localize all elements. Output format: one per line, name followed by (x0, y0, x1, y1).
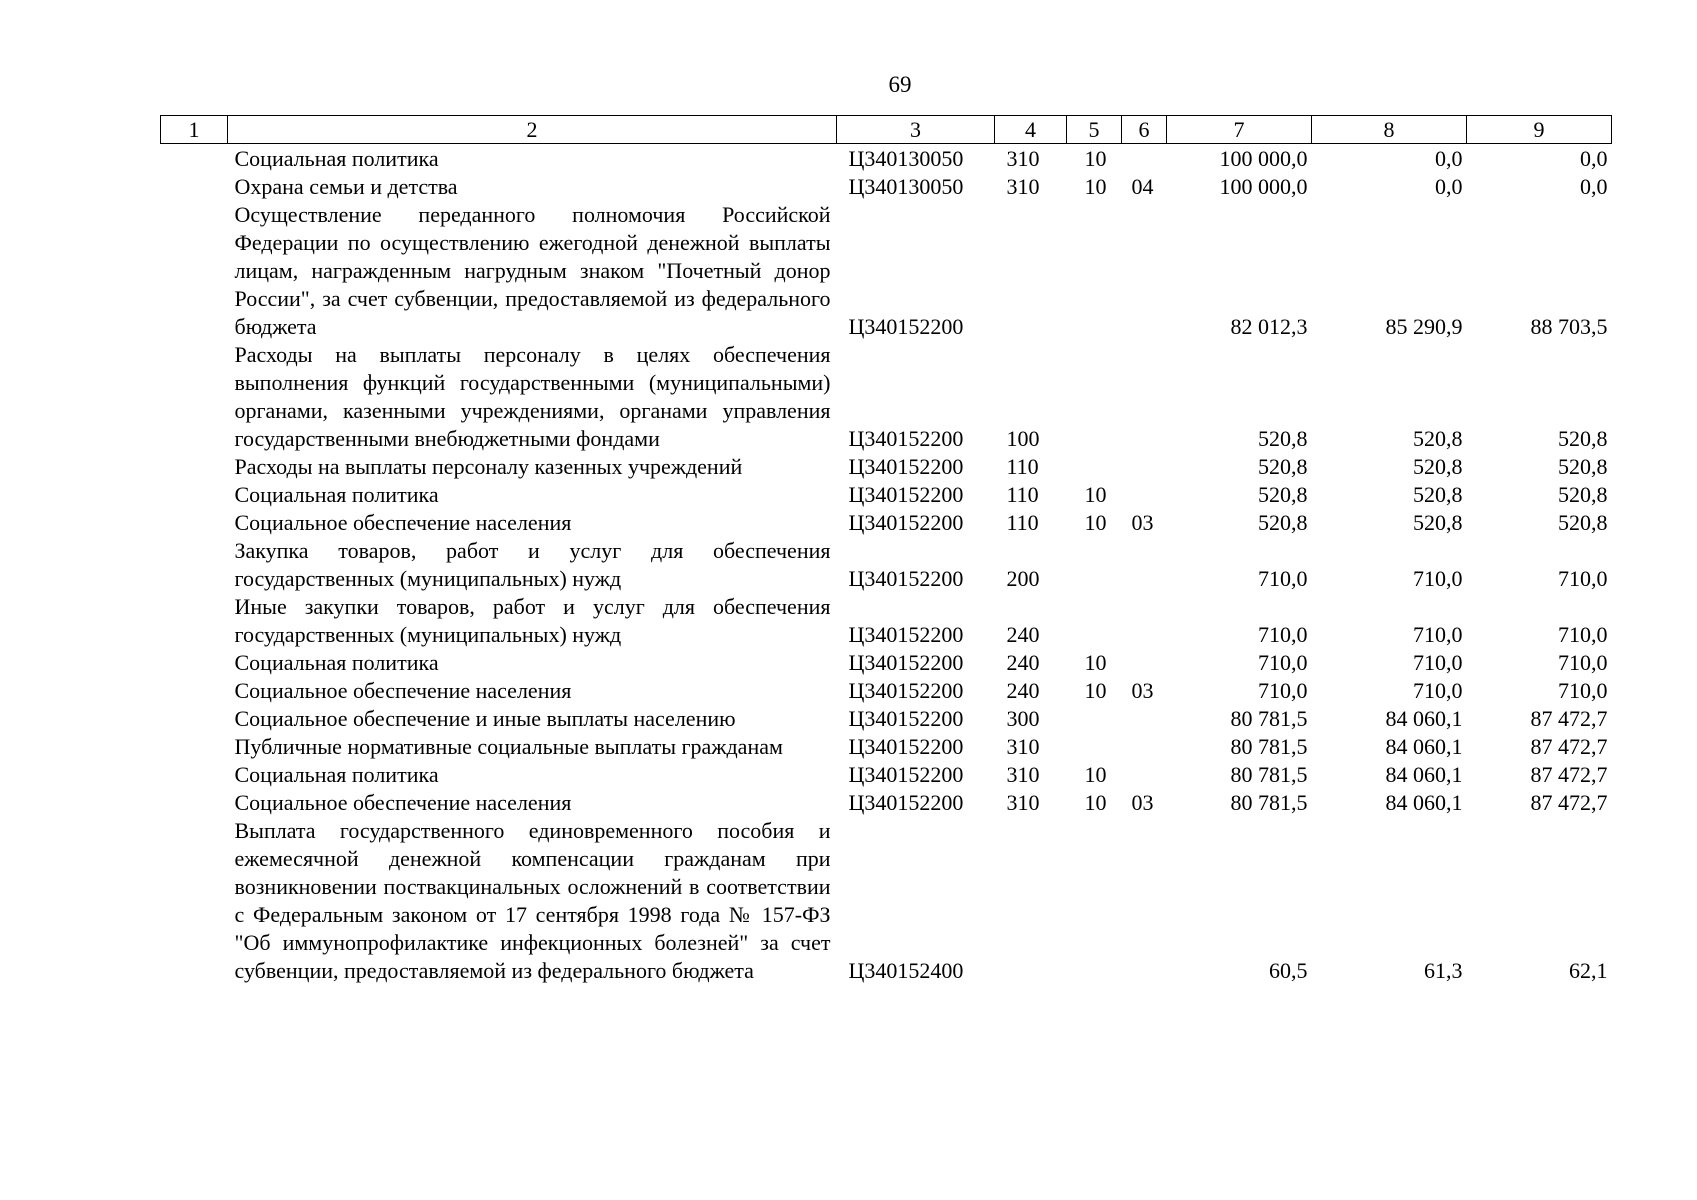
table-row (161, 817, 1612, 985)
section-cell (1067, 537, 1122, 593)
amount-col7-cell: 520,8 (1258, 454, 1308, 479)
expense-type-cell: 310 (1006, 174, 1040, 199)
target-article-cell: Ц340152400 (848, 958, 964, 983)
amount-col8-cell: 710,0 (1413, 566, 1463, 591)
amount-col7-cell: 710,0 (1258, 678, 1308, 703)
header-cell: 2 (228, 116, 837, 144)
target-article-cell: Ц340152200 (848, 706, 964, 731)
row-number-cell (161, 593, 228, 649)
table-row (161, 173, 1612, 201)
header-cell: 9 (1467, 116, 1612, 144)
row-number-cell (161, 761, 228, 789)
section-cell: 10 (1084, 174, 1107, 199)
target-article-cell: Ц340152200 (848, 426, 964, 451)
amount-col7-cell: 100 000,0 (1219, 174, 1308, 199)
amount-col9-cell: 710,0 (1558, 678, 1608, 703)
target-article-cell: Ц340152200 (848, 734, 964, 759)
amount-col7-cell: 520,8 (1258, 426, 1308, 451)
section-cell: 10 (1084, 678, 1107, 703)
amount-col9-cell: 87 472,7 (1530, 734, 1608, 759)
row-number-cell (161, 173, 228, 201)
amount-col9-cell: 0,0 (1580, 174, 1608, 199)
amount-col7-cell: 710,0 (1258, 622, 1308, 647)
target-article-cell: Ц340152200 (848, 314, 964, 339)
amount-col8-cell: 84 060,1 (1385, 790, 1463, 815)
row-description-cell: Расходы на выплаты персоналу в целях обеспечения выполнения функций государственными (муниципальными) органами, казенными учреждениями, органами управления государственными внебюджетными фондами (234, 342, 831, 451)
row-number-cell (161, 789, 228, 817)
target-article-cell: Ц340130050 (848, 174, 964, 199)
subsection-cell (1122, 761, 1167, 789)
amount-col9-cell: 87 472,7 (1530, 762, 1608, 787)
table-row (161, 453, 1612, 481)
subsection-cell (1122, 817, 1167, 985)
amount-col9-cell: 62,1 (1569, 958, 1608, 983)
row-description-cell: Расходы на выплаты персоналу казенных учреждений (234, 454, 743, 479)
amount-col9-cell: 88 703,5 (1530, 314, 1608, 339)
expense-type-cell (995, 817, 1067, 985)
header-cell: 3 (837, 116, 995, 144)
row-number-cell (161, 509, 228, 537)
amount-col7-cell: 82 012,3 (1230, 314, 1308, 339)
amount-col9-cell: 520,8 (1558, 426, 1608, 451)
table-row (161, 761, 1612, 789)
amount-col8-cell: 0,0 (1435, 174, 1463, 199)
target-article-cell: Ц340152200 (848, 678, 964, 703)
amount-col8-cell: 85 290,9 (1385, 314, 1463, 339)
section-cell: 10 (1084, 146, 1107, 171)
amount-col9-cell: 710,0 (1558, 622, 1608, 647)
row-number-cell (161, 649, 228, 677)
subsection-cell (1122, 453, 1167, 481)
expense-type-cell: 310 (1006, 790, 1040, 815)
subsection-cell: 04 (1131, 174, 1154, 199)
subsection-cell (1122, 733, 1167, 761)
amount-col8-cell: 520,8 (1413, 482, 1463, 507)
amount-col8-cell: 520,8 (1413, 510, 1463, 535)
row-description-cell: Социальное обеспечение населения (234, 510, 572, 535)
section-cell: 10 (1084, 790, 1107, 815)
amount-col7-cell: 100 000,0 (1219, 146, 1308, 171)
row-number-cell (161, 705, 228, 733)
section-cell (1067, 341, 1122, 453)
header-cell: 1 (161, 116, 228, 144)
amount-col9-cell: 87 472,7 (1530, 706, 1608, 731)
amount-col7-cell: 520,8 (1258, 482, 1308, 507)
amount-col8-cell: 520,8 (1413, 454, 1463, 479)
amount-col8-cell: 710,0 (1413, 678, 1463, 703)
expense-type-cell: 310 (1006, 734, 1040, 759)
table-row (161, 677, 1612, 705)
amount-col9-cell: 520,8 (1558, 482, 1608, 507)
target-article-cell: Ц340152200 (848, 482, 964, 507)
row-description-cell: Социальное обеспечение населения (234, 678, 572, 703)
table-row (161, 481, 1612, 509)
subsection-cell (1122, 201, 1167, 341)
row-number-cell (161, 201, 228, 341)
subsection-cell: 03 (1131, 790, 1154, 815)
row-number-cell (161, 537, 228, 593)
row-number-cell (161, 481, 228, 509)
subsection-cell (1122, 537, 1167, 593)
expense-type-cell: 240 (1006, 622, 1040, 647)
row-number-cell (161, 677, 228, 705)
header-cell: 4 (995, 116, 1067, 144)
budget-table (160, 115, 1612, 985)
row-number-cell (161, 341, 228, 453)
header-cell: 5 (1067, 116, 1122, 144)
header-cell: 6 (1122, 116, 1167, 144)
section-cell: 10 (1084, 482, 1107, 507)
section-cell (1067, 453, 1122, 481)
section-cell: 10 (1084, 510, 1107, 535)
table-row (161, 144, 1612, 174)
expense-type-cell: 310 (1006, 146, 1040, 171)
row-description-cell: Социальное обеспечение населения (234, 790, 572, 815)
subsection-cell (1122, 144, 1167, 174)
amount-col7-cell: 80 781,5 (1230, 762, 1308, 787)
amount-col8-cell: 84 060,1 (1385, 706, 1463, 731)
row-description-cell: Охрана семьи и детства (234, 174, 458, 199)
amount-col8-cell: 710,0 (1413, 622, 1463, 647)
target-article-cell: Ц340130050 (848, 146, 964, 171)
expense-type-cell: 110 (1006, 510, 1039, 535)
amount-col8-cell: 520,8 (1413, 426, 1463, 451)
expense-type-cell: 240 (1006, 650, 1040, 675)
table-row (161, 733, 1612, 761)
table-row (161, 537, 1612, 593)
header-cell: 7 (1167, 116, 1312, 144)
amount-col8-cell: 84 060,1 (1385, 762, 1463, 787)
subsection-cell (1122, 649, 1167, 677)
amount-col9-cell: 710,0 (1558, 566, 1608, 591)
amount-col7-cell: 80 781,5 (1230, 734, 1308, 759)
expense-type-cell (995, 201, 1067, 341)
expense-type-cell: 110 (1006, 454, 1039, 479)
table-row (161, 341, 1612, 453)
amount-col9-cell: 520,8 (1558, 454, 1608, 479)
amount-col8-cell: 84 060,1 (1385, 734, 1463, 759)
page-number: 69 (888, 72, 912, 97)
amount-col8-cell: 0,0 (1435, 146, 1463, 171)
row-description-cell: Выплата государственного единовременного пособия и ежемесячной денежной компенсации гражданам при возникновении поствакцинальных осложнений в соответствии с Федеральным законом от 17 сентября 1998 года № 157-ФЗ "Об иммунопрофилактике инфекционных болезней" за счет субвенции, предоставляемой из федерального бюджета (234, 818, 831, 983)
target-article-cell: Ц340152200 (848, 510, 964, 535)
expense-type-cell: 310 (1006, 762, 1040, 787)
table-row (161, 789, 1612, 817)
header-row (161, 116, 1612, 144)
amount-col8-cell: 61,3 (1424, 958, 1463, 983)
amount-col9-cell: 710,0 (1558, 650, 1608, 675)
subsection-cell: 03 (1131, 678, 1154, 703)
amount-col7-cell: 60,5 (1269, 958, 1308, 983)
subsection-cell (1122, 705, 1167, 733)
amount-col8-cell: 710,0 (1413, 650, 1463, 675)
table-row (161, 509, 1612, 537)
amount-col7-cell: 80 781,5 (1230, 790, 1308, 815)
target-article-cell: Ц340152200 (848, 790, 964, 815)
amount-col9-cell: 520,8 (1558, 510, 1608, 535)
row-number-cell (161, 817, 228, 985)
target-article-cell: Ц340152200 (848, 622, 964, 647)
row-description-cell: Социальная политика (234, 146, 439, 171)
target-article-cell: Ц340152200 (848, 454, 964, 479)
amount-col7-cell: 520,8 (1258, 510, 1308, 535)
row-number-cell (161, 733, 228, 761)
row-description-cell: Осуществление переданного полномочия Российской Федерации по осуществлению ежегодной денежной выплаты лицам, награжденным нагрудным знаком "Почетный донор России", за счет субвенции, предоставляемой из федерального бюджета (234, 202, 831, 339)
table-row (161, 201, 1612, 341)
subsection-cell: 03 (1131, 510, 1154, 535)
table-body (161, 144, 1612, 986)
section-cell (1067, 733, 1122, 761)
row-description-cell: Социальное обеспечение и иные выплаты населению (234, 706, 736, 731)
target-article-cell: Ц340152200 (848, 650, 964, 675)
row-number-cell (161, 453, 228, 481)
subsection-cell (1122, 341, 1167, 453)
row-description-cell: Закупка товаров, работ и услуг для обеспечения государственных (муниципальных) нужд (234, 538, 831, 591)
header-cell: 8 (1312, 116, 1467, 144)
row-description-cell: Иные закупки товаров, работ и услуг для обеспечения государственных (муниципальных) нужд (234, 594, 831, 647)
section-cell: 10 (1084, 650, 1107, 675)
table-header (161, 116, 1612, 144)
table-row (161, 649, 1612, 677)
amount-col7-cell: 710,0 (1258, 650, 1308, 675)
row-description-cell: Социальная политика (234, 650, 439, 675)
section-cell (1067, 201, 1122, 341)
row-description-cell: Публичные нормативные социальные выплаты гражданам (234, 734, 783, 759)
expense-type-cell: 300 (1006, 706, 1040, 731)
row-number-cell (161, 144, 228, 174)
amount-col9-cell: 0,0 (1580, 146, 1608, 171)
section-cell: 10 (1084, 762, 1107, 787)
amount-col7-cell: 710,0 (1258, 566, 1308, 591)
expense-type-cell: 100 (1006, 426, 1040, 451)
section-cell (1067, 817, 1122, 985)
table-row (161, 593, 1612, 649)
section-cell (1067, 705, 1122, 733)
expense-type-cell: 240 (1006, 678, 1040, 703)
section-cell (1067, 593, 1122, 649)
table-row (161, 705, 1612, 733)
subsection-cell (1122, 593, 1167, 649)
expense-type-cell: 110 (1006, 482, 1039, 507)
row-description-cell: Социальная политика (234, 762, 439, 787)
target-article-cell: Ц340152200 (848, 762, 964, 787)
expense-type-cell: 200 (1006, 566, 1040, 591)
row-description-cell: Социальная политика (234, 482, 439, 507)
target-article-cell: Ц340152200 (848, 566, 964, 591)
amount-col7-cell: 80 781,5 (1230, 706, 1308, 731)
amount-col9-cell: 87 472,7 (1530, 790, 1608, 815)
subsection-cell (1122, 481, 1167, 509)
